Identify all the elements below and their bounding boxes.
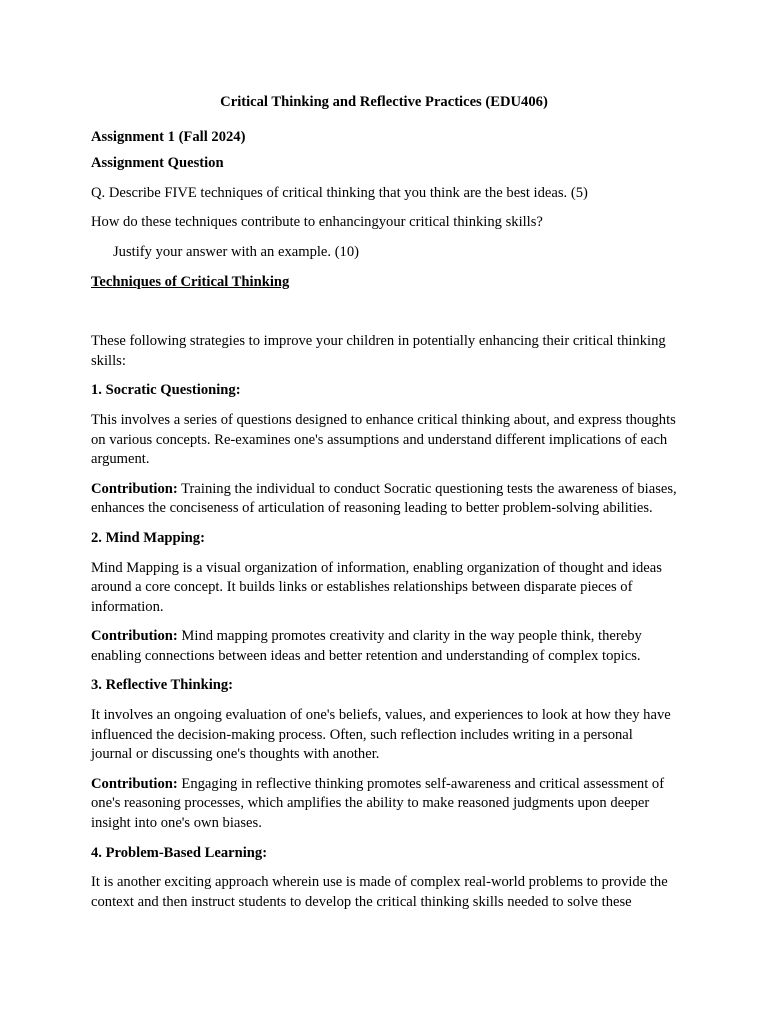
technique-description: Mind Mapping is a visual organization of information, enabling organization of thought and ideas around a core concept. It builds links or establishes relationships between disparate pieces of information.: [91, 559, 662, 615]
technique-description: It involves an ongoing evaluation of one's beliefs, values, and experiences to look at how they have influenced the decision-making process. Often, such reflection includes writing in a personal journal or discussing one's thoughts with another.: [91, 707, 671, 763]
technique-description: This involves a series of questions designed to enhance critical thinking about, and express thoughts on various concepts. Re-examines one's assumptions and understand different implications of each argument.: [91, 411, 676, 468]
assignment-label: Assignment 1 (Fall 2024): [91, 128, 246, 145]
technique-heading: 3. Reflective Thinking:: [91, 677, 234, 694]
question-line-3: Justify your answer with an example. (10): [113, 243, 360, 260]
contribution-text: Training the individual to conduct Socratic questioning tests the awareness of biases, enhances the conciseness of articulation of reasoning leading to better problem-solving abilities.: [91, 480, 677, 517]
intro-paragraph: These following strategies to improve your children in potentially enhancing their critical thinking skills:: [91, 333, 666, 369]
question-line-1: Q. Describe FIVE techniques of critical thinking that you think are the best ideas. (5): [91, 184, 588, 201]
contribution-label: Contribution:: [91, 480, 178, 497]
document-title: Critical Thinking and Reflective Practices (EDU406): [220, 94, 548, 110]
contribution-text: Mind mapping promotes creativity and clarity in the way people think, thereby enabling connections between ideas and better retention and understanding of complex topics.: [91, 628, 642, 664]
section-heading: Techniques of Critical Thinking: [91, 273, 290, 290]
blank-spacer: [91, 302, 677, 332]
contribution-text: Engaging in reflective thinking promotes self-awareness and critical assessment of one's reasoning processes, which amplifies the ability to make reasoned judgments upon deeper insight into one's own biases.: [91, 775, 665, 832]
question-line-2: How do these techniques contribute to enhancingyour critical thinking skills?: [91, 214, 543, 231]
technique-contribution: [91, 775, 677, 834]
technique-contribution: [91, 627, 677, 666]
technique-heading: 1. Socratic Questioning:: [91, 382, 241, 399]
contribution-label: Contribution:: [91, 628, 178, 645]
technique-heading: 2. Mind Mapping:: [91, 529, 205, 546]
technique-contribution: [91, 480, 677, 519]
document-body: [91, 93, 677, 922]
question-heading: Assignment Question: [91, 155, 224, 172]
technique-description: It is another exciting approach wherein use is made of complex real-world problems to provide the context and then instruct students to develop the critical thinking skills needed to solve these: [91, 874, 668, 910]
contribution-label: Contribution:: [91, 775, 178, 792]
technique-heading: 4. Problem-Based Learning:: [91, 844, 268, 861]
